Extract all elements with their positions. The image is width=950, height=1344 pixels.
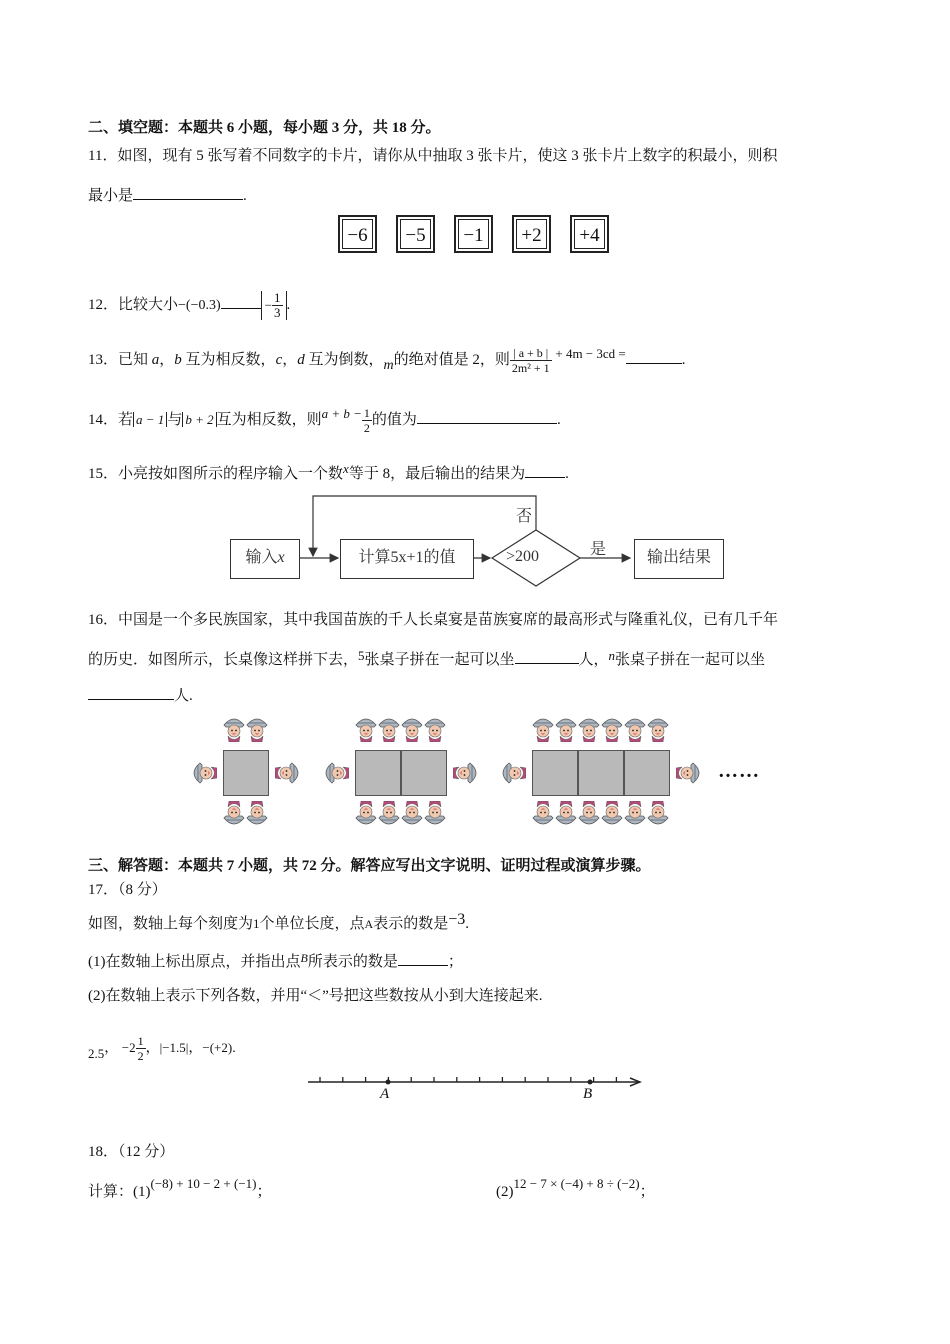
q12-text: 比较大小 <box>118 297 179 313</box>
q16-var-n: n <box>608 648 616 663</box>
q16-ellipsis: …… <box>718 760 760 782</box>
q13-frac-num: | a + b | <box>510 346 552 361</box>
diner-figure <box>600 716 624 742</box>
q11-card-4: +2 <box>512 215 551 253</box>
number-line-point-a <box>386 1080 391 1085</box>
q11-text2: 最小是 <box>88 188 134 204</box>
q17-point-b: B <box>300 951 308 965</box>
diner-figure <box>531 716 555 742</box>
q17-numbers <box>88 1028 236 1068</box>
q18-end-1: ； <box>256 1184 272 1200</box>
q13-var-a: a <box>151 352 160 368</box>
q18-p1-label: (1) <box>133 1184 151 1200</box>
q17-num-2-den: 2 <box>137 1049 144 1064</box>
q17-p1a: (1)在数轴上标出原点，并指出点 <box>88 954 301 970</box>
q18-header <box>88 1142 174 1162</box>
q14-end: . <box>556 412 561 428</box>
q13-t2: 互为相反数， <box>185 352 276 368</box>
q12-line <box>88 288 290 322</box>
long-table-segment <box>401 750 447 796</box>
q13-var-d: d <box>297 352 305 368</box>
q16-line1 <box>88 610 778 630</box>
q17-number: 17． <box>88 882 119 898</box>
q17-p1b: 所表示的数是 <box>307 954 398 970</box>
q18-expr-2: 12 − 7 × (−4) + 8 ÷ (−2) <box>513 1176 640 1191</box>
q11-card-3: −1 <box>454 215 493 253</box>
diner-figure <box>323 761 349 785</box>
q13-sep1: ， <box>159 352 175 368</box>
q16-line2b: 张桌子拼在一起可以坐 <box>364 652 515 668</box>
q18-part1 <box>88 1178 272 1206</box>
q14-number: 14． <box>88 412 119 428</box>
diner-figure <box>245 801 269 827</box>
diner-figure <box>646 801 670 827</box>
q12-end: . <box>286 297 291 313</box>
flow-condition-label: >200 <box>506 548 540 565</box>
diner-figure <box>400 716 424 742</box>
q17-intro-c: 表示的数是 <box>373 916 449 932</box>
diner-figure <box>354 716 378 742</box>
q16-line2d: 张桌子拼在一起可以坐 <box>615 652 766 668</box>
long-table-segment <box>223 750 269 796</box>
q11-line1 <box>88 146 777 166</box>
diner-figure <box>577 716 601 742</box>
long-table-segment <box>355 750 401 796</box>
q17-part1 <box>88 950 463 972</box>
section-2-title: 二、填空题：本题共 6 小题，每小题 3 分，共 18 分。 <box>88 120 441 136</box>
q15-number: 15． <box>88 466 119 482</box>
q13-t4: 的绝对值是 2，则 <box>393 352 510 368</box>
q18-p2-label: (2) <box>496 1184 514 1200</box>
q17-part2: (2)在数轴上表示下列各数，并用“＜”号把这些数按从小到大连接起来. <box>88 988 543 1004</box>
diner-figure <box>600 801 624 827</box>
q17-point-a: A <box>364 917 374 931</box>
q15-end: . <box>565 466 569 482</box>
q18-end-2: ； <box>639 1184 655 1200</box>
q11-card-5: +4 <box>570 215 609 253</box>
q17-intro-end: . <box>465 916 469 932</box>
q14-abs2: b + 2 <box>182 412 216 427</box>
q13-var-m: m <box>383 358 394 373</box>
q13-frac-den: 2m² + 1 <box>511 361 550 376</box>
q15-t2: 等于 8，最后输出的结果为 <box>348 466 526 482</box>
q13-t1: 已知 <box>118 352 149 368</box>
q17-num-2-int: −2 <box>121 1040 136 1055</box>
diner-figure <box>191 761 217 785</box>
q11-card-1: −6 <box>338 215 377 253</box>
q11-card-2: −5 <box>396 215 435 253</box>
q13-line <box>88 340 686 380</box>
diner-figure <box>500 761 526 785</box>
diner-figure <box>275 761 301 785</box>
q12-abs-expr <box>261 291 287 320</box>
flow-compute-box: 计算5x+1的值 <box>340 539 474 579</box>
q12-frac-den: 3 <box>274 305 281 321</box>
q14-expr: a + b − <box>321 406 362 421</box>
flow-yes-label: 是 <box>590 541 607 558</box>
q17-header <box>88 880 167 900</box>
long-table-segment <box>578 750 624 796</box>
q15-t1: 小亮按如图所示的程序输入一个数 <box>118 466 344 482</box>
diner-figure <box>354 801 378 827</box>
q18-expr-1: (−8) + 10 − 2 + (−1) <box>150 1176 257 1191</box>
q17-intro <box>88 911 469 934</box>
section-3-title: 三、解答题：本题共 7 小题，共 72 分。解答应写出文字说明、证明过程或演算步骤。 <box>88 858 651 874</box>
q17-num-end: . <box>232 1041 236 1056</box>
flow-input-var: x <box>277 549 285 566</box>
q13-var-b: b <box>174 352 182 368</box>
number-line-label-a: A <box>380 1086 390 1102</box>
q14-t1: 若 <box>118 412 134 428</box>
q13-number: 13． <box>88 352 119 368</box>
q18-number: 18． <box>88 1144 119 1160</box>
diner-figure <box>646 716 670 742</box>
q11-line2 <box>88 184 247 206</box>
long-table-segment <box>532 750 578 796</box>
q14-abs1: a − 1 <box>133 412 167 427</box>
flow-input-box <box>230 539 300 579</box>
q13-expr-tail: + 4m − 3cd = <box>555 346 626 361</box>
diner-figure <box>531 801 555 827</box>
q17-score: （8 分） <box>118 882 167 898</box>
diner-figure <box>554 801 578 827</box>
q14-frac-num: 1 <box>363 406 370 421</box>
flow-no-label: 否 <box>516 508 533 525</box>
q16-line2a: 的历史．如图所示，长桌像这样拼下去， <box>88 652 359 668</box>
diner-figure <box>453 761 479 785</box>
q17-unit: 1 <box>253 916 260 931</box>
diner-figure <box>423 716 447 742</box>
flow-input-label: 输入 <box>245 549 278 566</box>
diner-figure <box>400 801 424 827</box>
q15-var-x: x <box>343 461 349 476</box>
q16-line2 <box>88 648 765 670</box>
q14-frac-den: 2 <box>363 421 370 436</box>
q16-line3 <box>88 684 193 706</box>
diner-figure <box>676 761 702 785</box>
q17-intro-b: 个单位长度，点 <box>259 916 365 932</box>
diner-figure <box>554 716 578 742</box>
q14-t2: 与 <box>167 412 183 428</box>
q13-answer-blank[interactable] <box>626 349 682 364</box>
q16-number: 16． <box>88 612 119 628</box>
q13-t3: 互为倒数， <box>308 352 384 368</box>
q18-score: （12 分） <box>118 1144 175 1160</box>
q16-answer-blank-2[interactable] <box>88 684 174 700</box>
diner-figure <box>222 716 246 742</box>
q12-abs-sign: − <box>264 297 272 313</box>
q17-num-3: |−1.5| <box>159 1040 189 1055</box>
q17-num-1: 2.5 <box>88 1046 105 1061</box>
q16-answer-blank-1[interactable] <box>515 648 579 664</box>
q11-answer-blank[interactable] <box>133 184 243 200</box>
q14-line <box>88 400 561 440</box>
q16-n5: 5 <box>358 648 365 663</box>
q13-end: . <box>681 352 686 368</box>
q12-left-expr: −(−0.3) <box>178 298 221 313</box>
q17-intro-a: 如图，数轴上每个刻度为 <box>88 916 254 932</box>
q16-line1-text: 中国是一个多民族国家，其中我国苗族的千人长桌宴是苗族宴席的最高形式与隆重礼仪，已有几千年 <box>118 612 779 628</box>
q14-answer-blank[interactable] <box>417 409 557 424</box>
q11-end: . <box>243 188 247 204</box>
q17-answer-blank[interactable] <box>398 950 448 966</box>
q17-p1end: ； <box>447 954 463 970</box>
q12-frac-num: 1 <box>274 290 281 306</box>
diner-figure <box>377 716 401 742</box>
q18-part2 <box>496 1178 655 1206</box>
diner-figure <box>423 801 447 827</box>
q16-line3-text: 人. <box>174 688 193 704</box>
q17-comma-2: ， <box>145 1041 160 1056</box>
q18-calc-label: 计算： <box>88 1184 134 1200</box>
q17-comma-3: ， <box>188 1041 203 1056</box>
q11-text: 如图，现有 5 张写着不同数字的卡片，请你从中抽取 3 张卡片，使这 3 张卡片上数字的积最小，则积 <box>117 148 778 164</box>
q17-num-2-num: 1 <box>137 1034 144 1049</box>
diner-figure <box>377 801 401 827</box>
q12-number: 12． <box>88 297 119 313</box>
long-table-segment <box>624 750 670 796</box>
q13-sep2: ， <box>282 352 298 368</box>
q15-line <box>88 462 569 484</box>
q12-answer-blank[interactable] <box>221 294 261 309</box>
q14-t3: 互为相反数，则 <box>216 412 322 428</box>
number-line-point-b <box>588 1080 593 1085</box>
diner-figure <box>623 716 647 742</box>
q17-number-line <box>300 1070 650 1110</box>
diner-figure <box>245 716 269 742</box>
q17-value: −3 <box>448 911 466 928</box>
q16-line2c: 人， <box>578 652 609 668</box>
q17-comma-1: ， <box>104 1041 119 1056</box>
q11-number: 11． <box>88 148 118 164</box>
diner-figure <box>623 801 647 827</box>
diner-figure <box>222 801 246 827</box>
q14-t4: 的值为 <box>371 412 417 428</box>
q13-var-c: c <box>275 352 283 368</box>
q17-num-4: −(+2) <box>202 1040 233 1055</box>
number-line-label-b: B <box>583 1086 593 1102</box>
diner-figure <box>577 801 601 827</box>
flow-output-box: 输出结果 <box>634 539 724 579</box>
q15-answer-blank[interactable] <box>525 462 565 478</box>
